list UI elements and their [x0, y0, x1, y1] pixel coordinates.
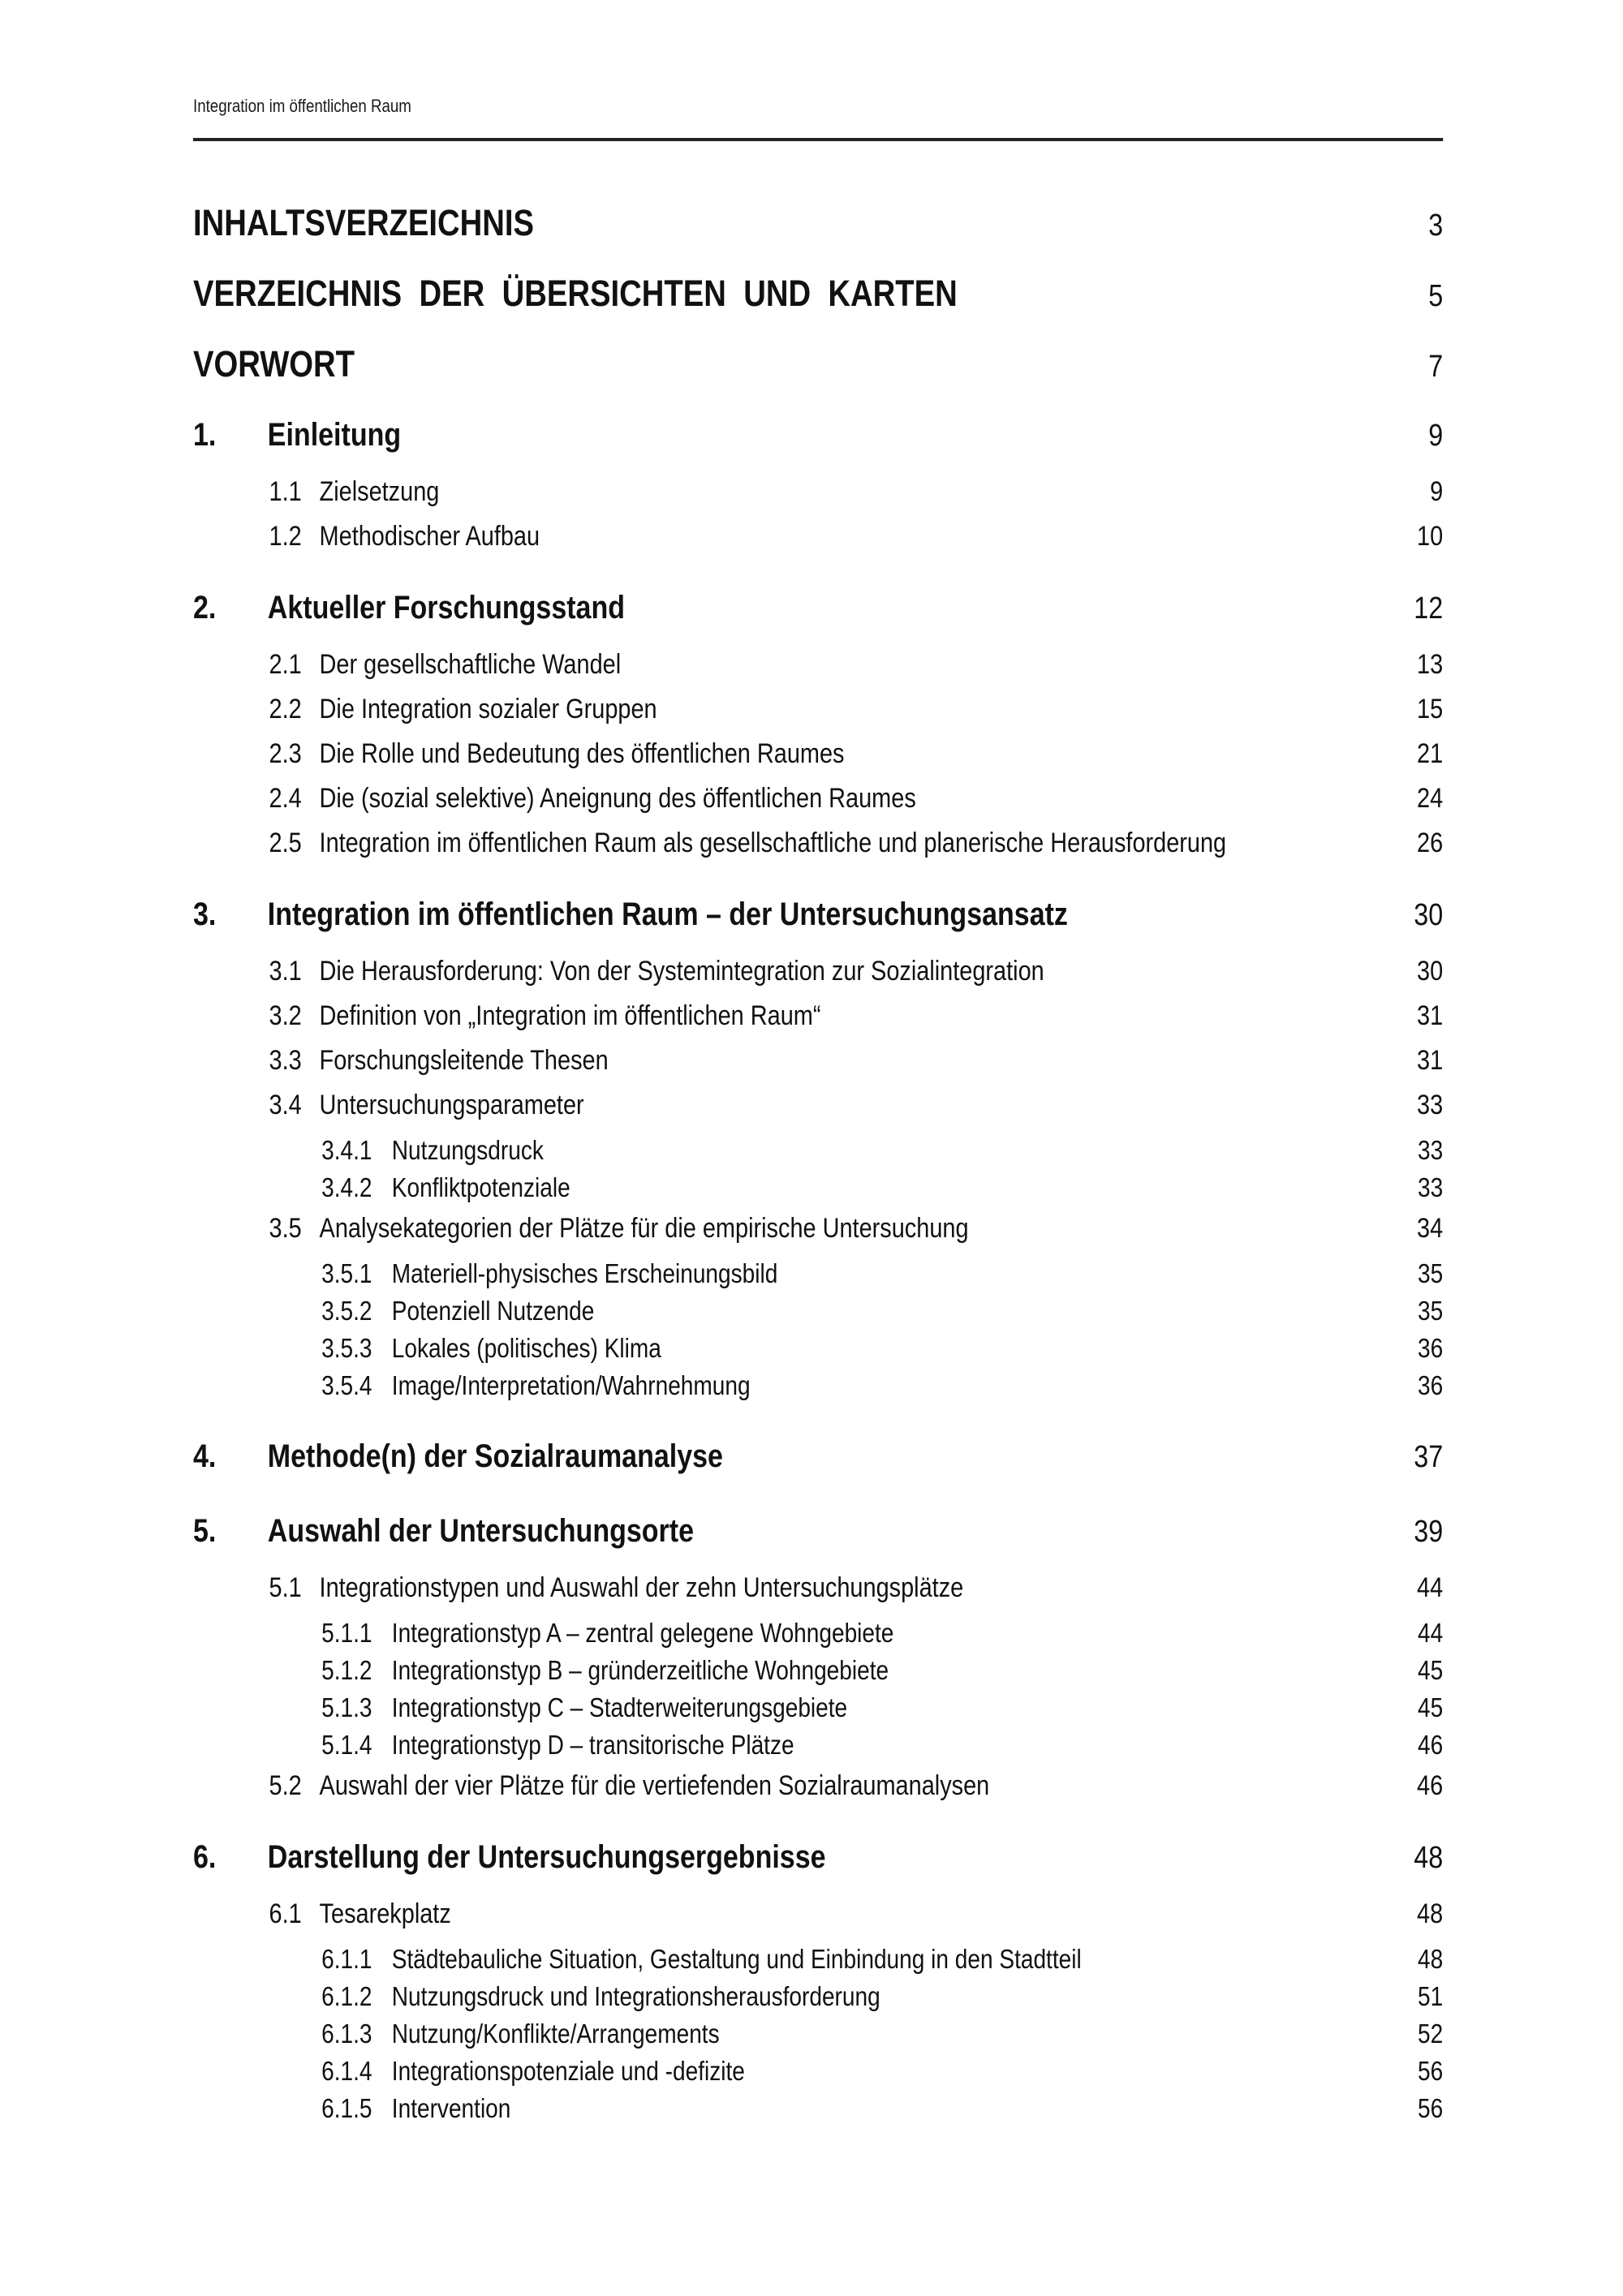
toc-entry-page: 30 [1417, 956, 1444, 987]
toc-entry-title: Auswahl der vier Plätze für die vertiefenden Sozialraumanalysen [319, 1770, 990, 1801]
toc-entry [193, 784, 1443, 813]
toc-entry-title: Potenziell Nutzende [391, 1296, 595, 1326]
toc-entry-number: 3.4.2 [321, 1172, 372, 1202]
toc-entry-page: 39 [1414, 1515, 1444, 1549]
toc-entry [193, 1840, 1443, 1875]
toc-entry [193, 1946, 1443, 1973]
toc-entry-title: Die (sozial selektive) Aneignung des öffentlichen Raumes [319, 783, 916, 814]
toc-entry-title: Nutzung/Konflikte/Arrangements [391, 2019, 720, 2049]
toc-entry-number: 6.1.4 [321, 2056, 372, 2086]
toc-entry-title: Methodischer Aufbau [319, 521, 540, 552]
toc-entry-page: 48 [1417, 1898, 1444, 1929]
toc-entry [193, 477, 1443, 506]
toc-entry-number: 3.2 [269, 1000, 302, 1031]
toc-entry-number: 6. [193, 1839, 217, 1875]
toc-entry-page: 45 [1417, 1655, 1444, 1685]
toc-entry [193, 522, 1443, 551]
toc-entry [193, 739, 1443, 768]
toc-entry-page: 10 [1417, 521, 1444, 552]
toc-entry-page: 26 [1417, 828, 1444, 858]
toc-entry [193, 828, 1443, 858]
toc-entry-page: 56 [1417, 2093, 1444, 2123]
toc-entry-title: Einleitung [267, 417, 402, 453]
toc-entry-title: Integrationstyp D – transitorische Plätze [391, 1730, 794, 1760]
toc-entry [193, 957, 1443, 986]
toc-entry-number: 5.1.2 [321, 1655, 372, 1685]
toc-entry-title: Die Integration sozialer Gruppen [319, 694, 657, 724]
toc-entry-title: Der gesellschaftliche Wandel [319, 649, 622, 680]
toc-entry [193, 1619, 1443, 1647]
toc-entry [193, 1137, 1443, 1164]
toc-entry-number: 3.4.1 [321, 1135, 372, 1165]
toc-entry [193, 1001, 1443, 1030]
toc-entry [193, 1335, 1443, 1362]
toc-entry-title: Untersuchungsparameter [319, 1090, 584, 1120]
toc-entry-number: 2. [193, 590, 217, 626]
toc-entry-number: 5.1.4 [321, 1730, 372, 1760]
toc-entry-page: 21 [1417, 738, 1444, 769]
toc-entry-page: 12 [1414, 591, 1444, 626]
toc-entry-title: Integrationstyp C – Stadterweiterungsgebiete [391, 1692, 848, 1722]
toc-entry-number: 5.2 [269, 1770, 302, 1801]
toc-entry-page: 56 [1417, 2056, 1444, 2086]
toc-entry [193, 2095, 1443, 2122]
toc-entry [193, 1694, 1443, 1722]
toc-entry-title: VORWORT [193, 343, 355, 385]
toc-entry-number: 2.4 [269, 783, 302, 814]
toc-entry-title: Integrationstyp B – gründerzeitliche Wohngebiete [391, 1655, 889, 1685]
toc-entry-number: 5.1 [269, 1572, 302, 1603]
toc-entry [193, 591, 1443, 626]
toc-entry-title: Städtebauliche Situation, Gestaltung und Einbindung in den Stadtteil [391, 1944, 1082, 1974]
toc-entry [193, 1297, 1443, 1325]
toc-entry-title: Tesarekplatz [319, 1898, 451, 1929]
toc-entry [193, 1573, 1443, 1602]
toc-entry [193, 1260, 1443, 1288]
toc-entry-page: 7 [1428, 350, 1444, 384]
toc-entry-number: 3.5.4 [321, 1370, 372, 1400]
toc-entry-number: 1.1 [269, 476, 302, 507]
toc-entry-title: Integrationstypen und Auswahl der zehn Untersuchungsplätze [319, 1572, 964, 1603]
toc-entry-title: VERZEICHNIS DER ÜBERSICHTEN UND KARTEN [193, 273, 958, 314]
toc-entry-number: 6.1.1 [321, 1944, 372, 1974]
toc-entry-page: 35 [1417, 1296, 1444, 1326]
toc-entry-page: 35 [1417, 1258, 1444, 1288]
running-header [193, 0, 1443, 117]
toc-entry-title: Nutzungsdruck [391, 1135, 544, 1165]
toc-entry [193, 1899, 1443, 1928]
toc-entry-number: 3.5.2 [321, 1296, 372, 1326]
toc-entry-page: 33 [1417, 1172, 1444, 1202]
toc-entry-title: Integration im öffentlichen Raum als gesellschaftliche und planerische Herausforderung [319, 828, 1227, 858]
toc-entry-page: 30 [1414, 898, 1444, 932]
toc-entry-page: 34 [1417, 1213, 1444, 1244]
toc-entry-title: Darstellung der Untersuchungsergebnisse [267, 1839, 826, 1875]
toc-entry [193, 1983, 1443, 2010]
toc-entry [193, 2020, 1443, 2048]
document-page [193, 0, 1443, 2122]
toc-entry-page: 46 [1417, 1770, 1444, 1801]
toc-entry [193, 650, 1443, 679]
toc-entry-page: 48 [1417, 1944, 1444, 1974]
toc-entry [193, 1439, 1443, 1474]
toc-entry-title: Konfliktpotenziale [391, 1172, 570, 1202]
toc-entry-page: 52 [1417, 2019, 1444, 2049]
toc-entry [193, 694, 1443, 724]
toc-entry-page: 3 [1428, 209, 1444, 243]
toc-entry-number: 5.1.3 [321, 1692, 372, 1722]
toc-entry-number: 6.1 [269, 1898, 302, 1929]
toc-entry [193, 1046, 1443, 1075]
toc-entry-number: 3.1 [269, 956, 302, 987]
toc-entry-page: 15 [1417, 694, 1444, 724]
toc-entry [193, 1771, 1443, 1800]
toc-entry-page: 31 [1417, 1000, 1444, 1031]
toc-entry-title: Image/Interpretation/Wahrnehmung [391, 1370, 751, 1400]
toc-entry-title: Integrationspotenziale und -defizite [391, 2056, 745, 2086]
toc-entry-number: 4. [193, 1438, 217, 1474]
toc-entry-number: 5. [193, 1513, 217, 1549]
toc-entry-page: 44 [1417, 1618, 1444, 1648]
toc-entry-title: INHALTSVERZEICHNIS [193, 202, 535, 243]
table-of-contents [193, 204, 1443, 2122]
toc-entry-number: 6.1.5 [321, 2093, 372, 2123]
toc-entry [193, 418, 1443, 453]
toc-entry [193, 343, 1444, 385]
toc-entry [193, 1514, 1443, 1549]
toc-entry-number: 3.5.3 [321, 1333, 372, 1363]
toc-entry-page: 9 [1430, 476, 1444, 507]
toc-entry-page: 45 [1417, 1692, 1444, 1722]
toc-entry-number: 1.2 [269, 521, 302, 552]
toc-entry-number: 3. [193, 896, 217, 932]
toc-entry [193, 1372, 1443, 1400]
toc-entry-page: 5 [1428, 279, 1444, 313]
toc-entry-page: 9 [1428, 419, 1444, 453]
toc-entry-number: 2.5 [269, 828, 302, 858]
toc-entry-title: Nutzungsdruck und Integrationsherausforderung [391, 1981, 880, 2011]
toc-entry-number: 3.5 [269, 1213, 302, 1244]
toc-entry-number: 2.2 [269, 694, 302, 724]
toc-entry-page: 31 [1417, 1045, 1444, 1076]
toc-entry-number: 3.5.1 [321, 1258, 372, 1288]
toc-entry-number: 6.1.2 [321, 1981, 372, 2011]
toc-entry-page: 24 [1417, 783, 1444, 814]
toc-entry-number: 3.4 [269, 1090, 302, 1120]
toc-entry [193, 1731, 1443, 1759]
toc-entry [193, 275, 1443, 315]
toc-entry-title: Zielsetzung [319, 476, 440, 507]
toc-entry-title: Integrationstyp A – zentral gelegene Wohngebiete [391, 1618, 894, 1648]
toc-entry-page: 33 [1417, 1090, 1444, 1120]
toc-entry-page: 48 [1414, 1841, 1444, 1875]
toc-entry-number: 2.1 [269, 649, 302, 680]
toc-entry-page: 37 [1414, 1440, 1444, 1474]
toc-entry-page: 44 [1417, 1572, 1444, 1603]
toc-entry-title: Intervention [391, 2093, 511, 2123]
toc-entry-page: 46 [1417, 1730, 1444, 1760]
toc-entry [193, 1214, 1443, 1243]
toc-entry [193, 204, 1443, 244]
toc-entry-page: 36 [1417, 1370, 1444, 1400]
toc-entry [193, 2057, 1443, 2085]
toc-entry-title: Integration im öffentlichen Raum – der Untersuchungsansatz [267, 896, 1068, 932]
toc-entry-title: Auswahl der Untersuchungsorte [267, 1513, 694, 1549]
toc-entry-page: 33 [1417, 1135, 1444, 1165]
toc-entry-title: Definition von „Integration im öffentlichen Raum“ [319, 1000, 821, 1031]
running-header-title: Integration im öffentlichen Raum [193, 96, 411, 116]
toc-entry [193, 1174, 1443, 1202]
header-rule [193, 138, 1443, 141]
toc-entry-number: 3.3 [269, 1045, 302, 1076]
toc-entry-number: 2.3 [269, 738, 302, 769]
toc-entry-number: 6.1.3 [321, 2019, 372, 2049]
toc-entry [193, 1657, 1443, 1684]
toc-entry-title: Analysekategorien der Plätze für die empirische Untersuchung [319, 1213, 969, 1244]
toc-entry-number: 5.1.1 [321, 1618, 372, 1648]
toc-entry-title: Lokales (politisches) Klima [391, 1333, 661, 1363]
toc-entry [193, 1090, 1443, 1120]
toc-entry-title: Forschungsleitende Thesen [319, 1045, 609, 1076]
toc-entry-title: Materiell-physisches Erscheinungsbild [391, 1258, 778, 1288]
toc-entry-title: Die Herausforderung: Von der Systemintegration zur Sozialintegration [319, 956, 1044, 987]
toc-entry-title: Aktueller Forschungsstand [267, 590, 625, 626]
toc-entry-title: Methode(n) der Sozialraumanalyse [267, 1438, 723, 1474]
toc-entry-title: Die Rolle und Bedeutung des öffentlichen Raumes [319, 738, 845, 769]
toc-entry-page: 13 [1417, 649, 1444, 680]
toc-entry-page: 51 [1417, 1981, 1444, 2011]
toc-entry-number: 1. [193, 417, 217, 453]
toc-entry [193, 897, 1443, 932]
toc-entry-page: 36 [1417, 1333, 1444, 1363]
